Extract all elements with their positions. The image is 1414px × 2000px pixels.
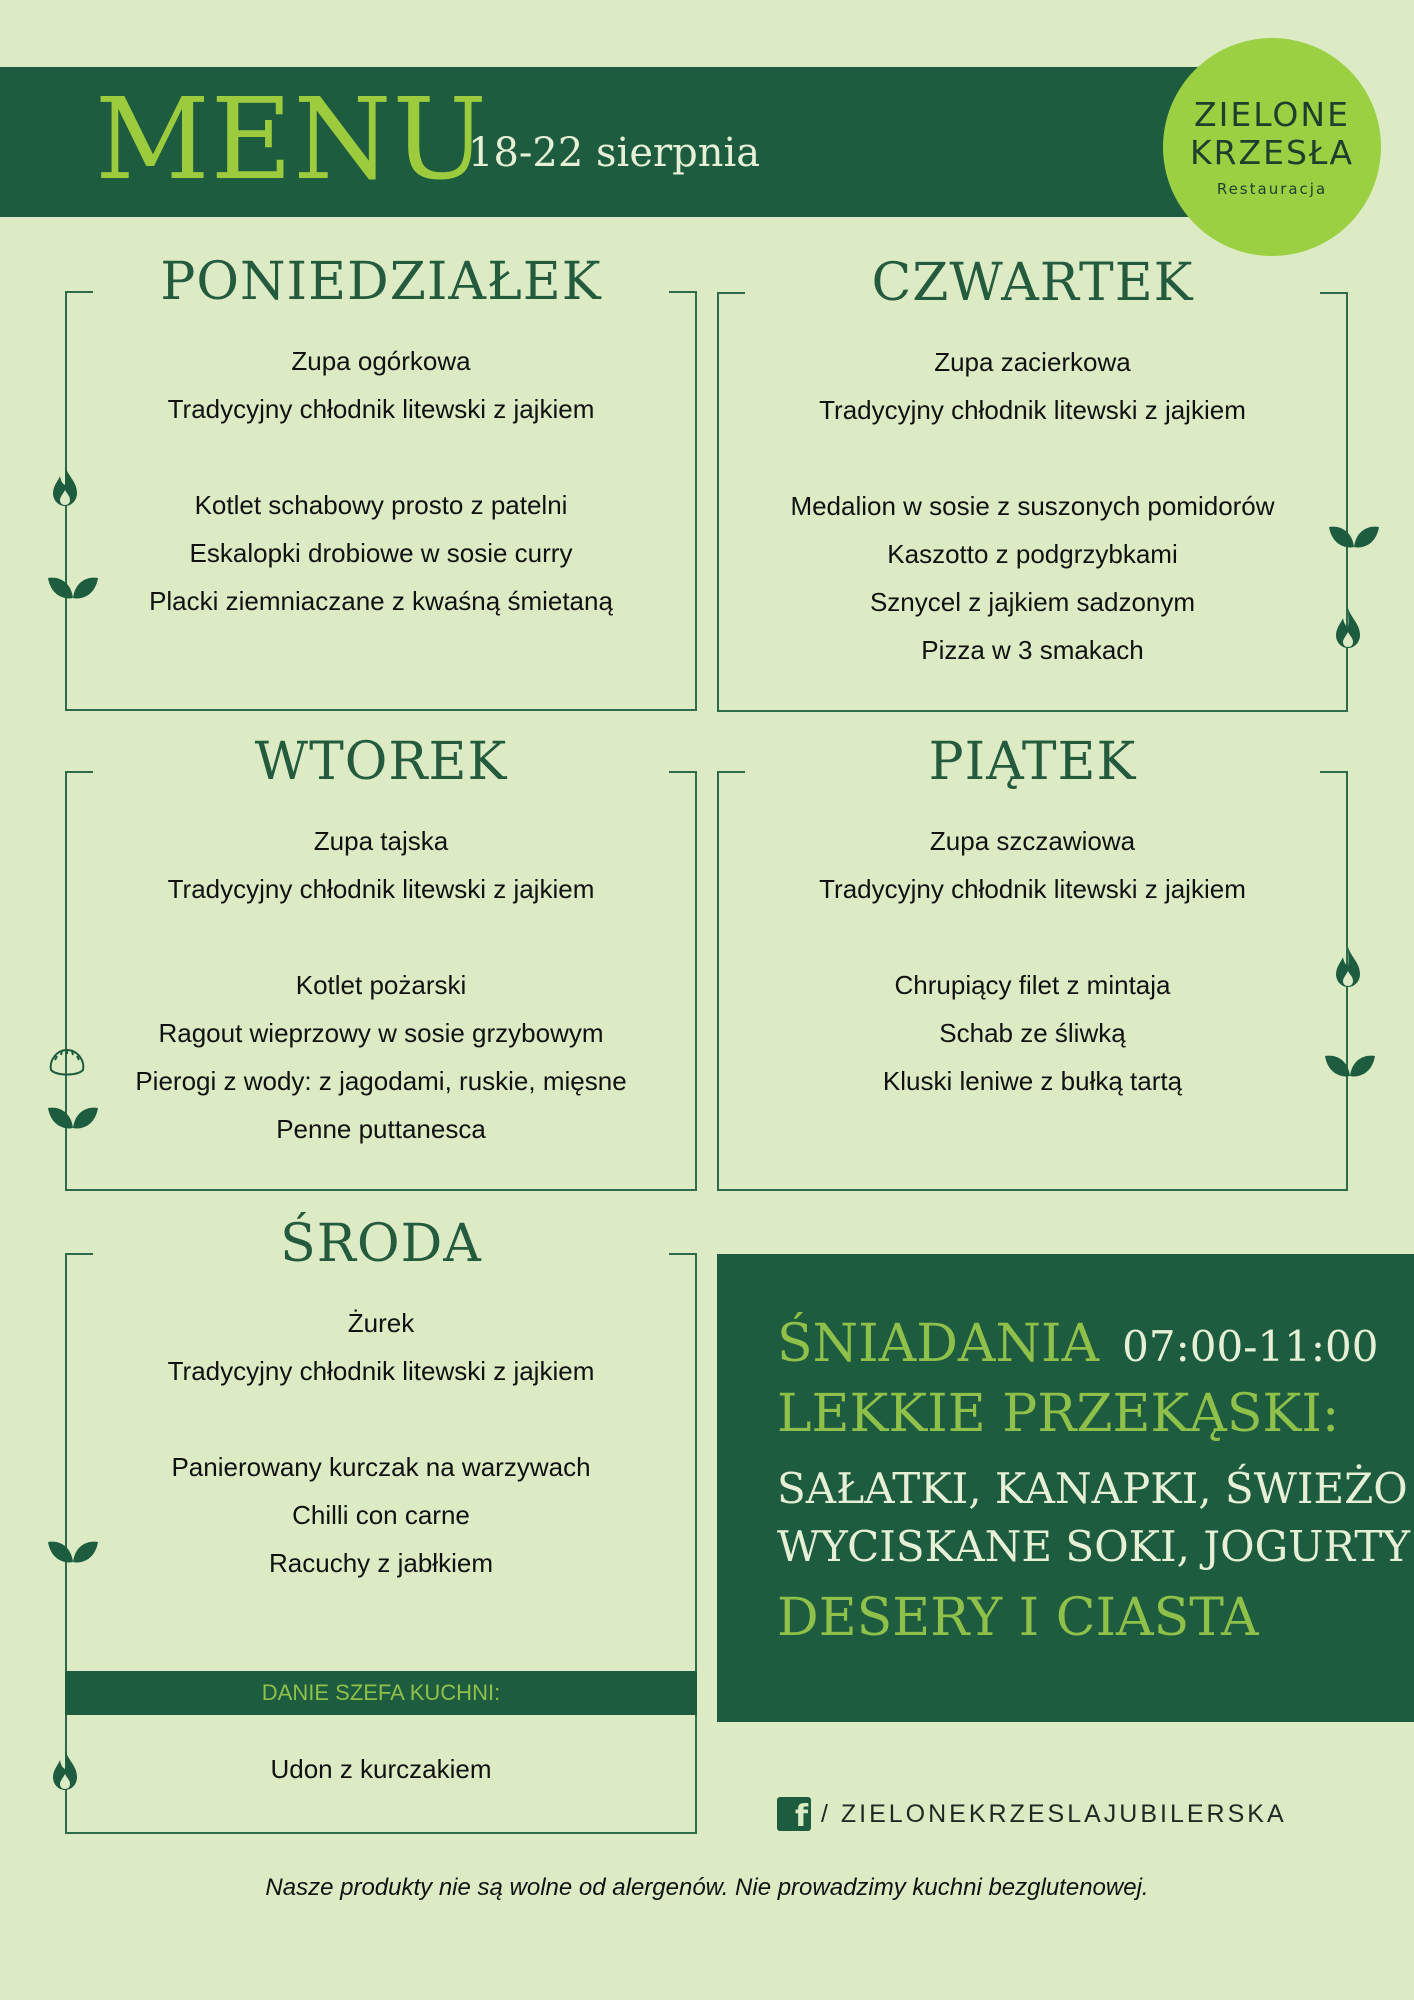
snacks-line-2: WYCISKANE SOKI, JOGURTY: [777, 1522, 1411, 1571]
allergen-note: Nasze produkty nie są wolne od alergenów. Nie prowadzimy kuchni bezglutenowej.: [265, 1874, 1149, 1901]
day-box-thursday: [717, 253, 1348, 712]
breakfast-heading: [777, 1314, 1378, 1374]
dish-list-friday: [719, 817, 1346, 1105]
dish-item: Panierowany kurczak na warzywach: [171, 1452, 591, 1482]
dumpling-icon: [47, 1046, 87, 1080]
flame-icon: [1333, 606, 1363, 650]
dish-item: Ragout wieprzowy w sosie grzybowym: [158, 1018, 604, 1048]
leaf-icon: [1328, 519, 1380, 551]
dish-item: Tradycyjny chłodnik litewski z jajkiem: [819, 874, 1246, 904]
logo-line-1: ZIELONE: [1194, 95, 1350, 134]
restaurant-logo: [1163, 38, 1381, 256]
dish-item: Penne puttanesca: [276, 1114, 486, 1144]
dish-list-wednesday: [67, 1299, 695, 1587]
breakfast-panel: [717, 1254, 1414, 1722]
dish-item: Tradycyjny chłodnik litewski z jajkiem: [167, 394, 595, 424]
dish-item: Żurek: [347, 1308, 415, 1338]
day-box-tuesday: [65, 732, 697, 1191]
dish-item: Tradycyjny chłodnik litewski z jajkiem: [167, 1356, 595, 1386]
flame-icon: [50, 464, 80, 508]
dish-item: Kotlet schabowy prosto z patelni: [194, 490, 568, 520]
day-box-wednesday: [65, 1214, 697, 1834]
dish-item: Zupa zacierkowa: [934, 347, 1131, 377]
flame-icon: [50, 1748, 80, 1792]
dish-item: Kluski leniwe z bułką tartą: [882, 1066, 1183, 1096]
menu-dates: 18-22 sierpnia: [468, 130, 761, 176]
dish-item: Tradycyjny chłodnik litewski z jajkiem: [167, 874, 595, 904]
day-title-thursday: CZWARTEK: [871, 253, 1194, 313]
leaf-icon: [47, 1534, 99, 1566]
dish-item: Racuchy z jabłkiem: [269, 1548, 493, 1578]
dish-item: Zupa szczawiowa: [929, 826, 1136, 856]
social-handle: / ZIELONEKRZESLAJUBILERSKA: [821, 1799, 1287, 1828]
day-title-friday: PIĄTEK: [928, 732, 1137, 792]
breakfast-hours: 07:00-11:00: [1122, 1322, 1379, 1371]
day-title-wednesday: ŚRODA: [280, 1214, 482, 1274]
dish-item: Kaszotto z podgrzybkami: [887, 539, 1178, 569]
dish-item: Zupa ogórkowa: [291, 346, 471, 376]
logo-line-2: KRZESŁA: [1189, 133, 1355, 172]
snacks-label: LEKKIE PRZEKĄSKI:: [777, 1384, 1340, 1444]
leaf-icon: [47, 570, 99, 602]
chef-special-label: DANIE SZEFA KUCHNI:: [65, 1671, 697, 1715]
leaf-icon: [47, 1100, 99, 1132]
dish-list-monday: [67, 337, 695, 625]
logo-subtitle: Restauracja: [1216, 180, 1328, 198]
chef-special-dish: Udon z kurczakiem: [270, 1754, 492, 1784]
dish-item: Schab ze śliwką: [939, 1018, 1126, 1048]
flame-icon: [1333, 945, 1363, 989]
snacks-line-1: SAŁATKI, KANAPKI, ŚWIEŻO: [777, 1464, 1408, 1513]
day-title-tuesday: WTOREK: [254, 732, 508, 792]
social-link[interactable]: [777, 1797, 1287, 1831]
dish-item: Chrupiący filet z mintaja: [894, 970, 1171, 1000]
day-box-monday: [65, 252, 697, 711]
facebook-icon: f: [777, 1797, 811, 1831]
leaf-icon: [1324, 1048, 1376, 1080]
dish-list-tuesday: [67, 817, 695, 1153]
day-title-monday: PONIEDZIAŁEK: [160, 252, 602, 312]
breakfast-label: ŚNIADANIA: [777, 1314, 1100, 1374]
dish-item: Sznycel z jajkiem sadzonym: [869, 587, 1196, 617]
dish-item: Zupa tajska: [313, 826, 449, 856]
dish-item: Pizza w 3 smakach: [921, 635, 1144, 665]
day-box-friday: [717, 732, 1348, 1191]
desserts-label: DESERY I CIASTA: [777, 1588, 1259, 1648]
dish-item: Medalion w sosie z suszonych pomidorów: [790, 491, 1275, 521]
menu-title: MENU: [95, 75, 488, 205]
dish-list-thursday: [719, 338, 1346, 674]
dish-item: Tradycyjny chłodnik litewski z jajkiem: [819, 395, 1246, 425]
dish-item: Eskalopki drobiowe w sosie curry: [189, 538, 573, 568]
dish-item: Chilli con carne: [292, 1500, 470, 1530]
dish-item: Kotlet pożarski: [295, 970, 467, 1000]
dish-item: Pierogi z wody: z jagodami, ruskie, mięsne: [135, 1066, 627, 1096]
dish-item: Placki ziemniaczane z kwaśną śmietaną: [149, 586, 613, 616]
